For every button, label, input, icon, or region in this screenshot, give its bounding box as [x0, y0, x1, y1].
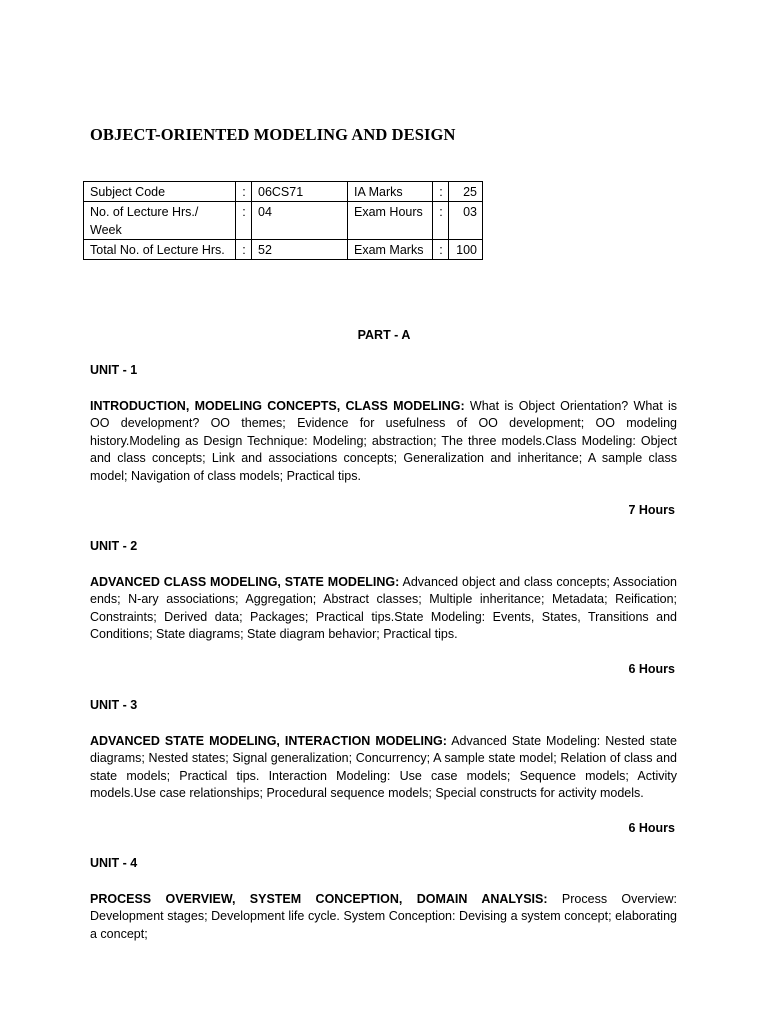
unit-4-heading: PROCESS OVERVIEW, SYSTEM CONCEPTION, DOMAIN ANALYSIS:	[90, 892, 548, 906]
unit-4-body: Process Overview: Development stages; Development life cycle. System Conception: Devising a system concept; elaborating a concept;	[90, 892, 677, 941]
subject-info-table	[83, 181, 483, 260]
table-cell: :	[236, 240, 252, 260]
unit-3-content	[90, 733, 677, 803]
table-row	[84, 202, 483, 240]
unit-2-content	[90, 574, 677, 644]
unit-1-content	[90, 398, 677, 485]
table-cell: IA Marks	[348, 182, 433, 202]
table-cell: :	[433, 202, 449, 240]
unit-3-heading: ADVANCED STATE MODELING, INTERACTION MODELING:	[90, 734, 447, 748]
part-heading: PART - A	[357, 328, 411, 342]
unit-1-heading: INTRODUCTION, MODELING CONCEPTS, CLASS MODELING:	[90, 399, 465, 413]
table-cell: :	[236, 182, 252, 202]
table-cell: 03	[449, 202, 483, 240]
table-cell: Exam Hours	[348, 202, 433, 240]
table-row	[84, 240, 483, 260]
table-row	[84, 182, 483, 202]
unit-2-title: UNIT - 2	[90, 539, 138, 553]
table-cell: 25	[449, 182, 483, 202]
table-cell: 100	[449, 240, 483, 260]
document-title: OBJECT-ORIENTED MODELING AND DESIGN	[90, 125, 456, 144]
unit-2-heading: ADVANCED CLASS MODELING, STATE MODELING:	[90, 575, 400, 589]
table-cell: Exam Marks	[348, 240, 433, 260]
table-cell: Total No. of Lecture Hrs.	[84, 240, 236, 260]
unit-4-content	[90, 891, 677, 943]
unit-3-title: UNIT - 3	[90, 698, 138, 712]
table-cell: 04	[252, 202, 348, 240]
unit-1-title: UNIT - 1	[90, 363, 138, 377]
unit-2-hours: 6 Hours	[628, 662, 675, 676]
table-cell: :	[236, 202, 252, 240]
unit-3-hours: 6 Hours	[628, 821, 675, 835]
table-cell: 52	[252, 240, 348, 260]
table-cell: :	[433, 182, 449, 202]
table-cell: 06CS71	[252, 182, 348, 202]
unit-1-hours: 7 Hours	[628, 503, 675, 517]
table-cell: No. of Lecture Hrs./ Week	[84, 202, 236, 240]
unit-1-body: What is Object Orientation? What is OO development? OO themes; Evidence for usefulness of OO development; OO modeling history.Modeling as Design Technique: Modeling; abstraction; The three models.Class Modeling: Object and class concepts; Link and associations concepts; Generalization and inheritance; A sample class model; Navigation of class models; Practical tips.	[90, 399, 678, 483]
unit-2-body: Advanced object and class concepts; Association ends; N-ary associations; Aggregation; Abstract classes; Multiple inheritance; Metadata; Reification; Constraints; Derived data; Packages; Practical tips.State Modeling: Events, States, Transitions and Conditions; State diagrams; State diagram behavior; Practical tips.	[90, 575, 677, 642]
unit-3-body: Advanced State Modeling: Nested state diagrams; Nested states; Signal generalization; Concurrency; A sample state model; Relation of class and state models; Practical tips. Interaction Modeling: Use case models; Sequence models; Activity models.Use case relationships; Procedural sequence models; Special constructs for activity models.	[90, 734, 677, 801]
table-cell: Subject Code	[84, 182, 236, 202]
unit-4-title: UNIT - 4	[90, 856, 138, 870]
table-cell: :	[433, 240, 449, 260]
